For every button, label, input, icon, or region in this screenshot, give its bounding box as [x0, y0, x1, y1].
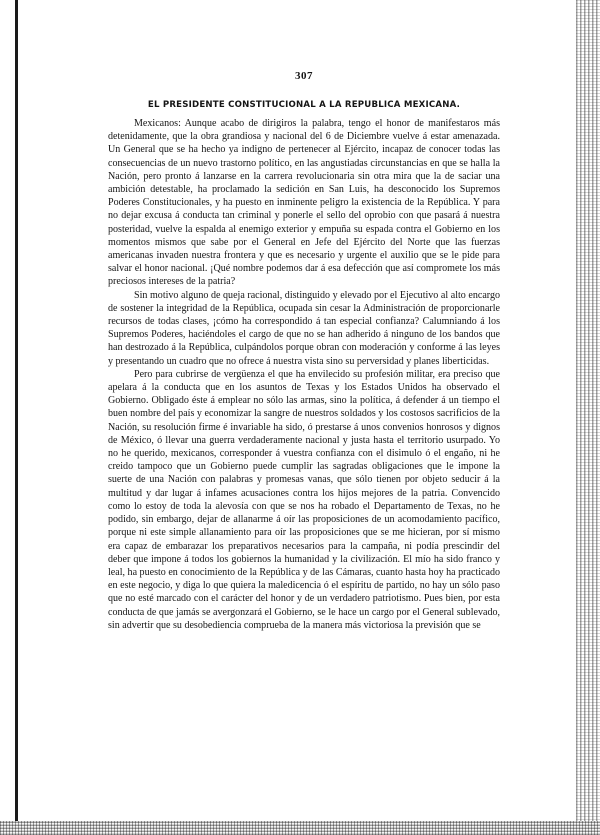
document-page [108, 70, 500, 632]
paragraph-2: Sin motivo alguno de queja racional, distinguido y elevado por el Ejecutivo al alto encargo de sostener la integridad de la República, ocupada sin cesar la Administración de proporcionarle recursos de todas clases, ¡cómo ha correspondido á tan especial confianza? Calumniando á los Supremos Poderes, haciéndoles el cargo de que no se han adherido á ninguno de los bandos que han destrozado á la República, culpándolos porque obran con moderación y conforme á las leyes y presentando un cuadro que no ofrece á nuestra vista sino su perversidad y planes liberticidas. [108, 289, 500, 367]
scan-edge-right [576, 0, 600, 835]
scan-border-left [0, 0, 18, 835]
scan-edge-bottom [0, 821, 600, 835]
page-number: 307 [295, 70, 313, 82]
document-heading: EL PRESIDENTE CONSTITUCIONAL A LA REPUBLICA MEXICANA. [147, 100, 461, 110]
paragraph-1: Mexicanos: Aunque acabo de dirigiros la palabra, tengo el honor de manifestaros más detenidamente, que la obra grandiosa y nacional del 6 de Diciembre vuelve á estar amenazada. Un General que se ha hecho ya indigno de pertenecer al Ejército, incapaz de conocer todas las consecuencias de un nuevo trastorno político, en las angustiadas circunstancias en que se halla la Nación, pero pronto á lanzarse en la carrera revolucionaria sin otra mira que la de saciar una ambición detestable, ha proclamado la sedición en San Luis, ha desconocido los Supremos Poderes Constitucionales, y ha puesto en inminente peligro la existencia de la República. Y para no dejar excusa á conducta tan criminal y ponerle el sello del oprobio con que pasará á nuestra posteridad, vuelve la espalda al enemigo exterior y empuña su espada contra el Gobierno en los momentos mismos que sabe por el General en Jefe del Ejército del Norte que las fuerzas americanas invaden nuestra frontera y que es necesario y urgente el auxilio que se le pide para salvar el honor nacional. ¡Qué nombre podemos dar á esa defección que así compromete los más preciosos intereses de la patria? [108, 118, 500, 288]
paragraph-3: Pero para cubrirse de vergüenza el que ha envilecido su profesión militar, era preciso que apelara á la conducta que en los asuntos de Texas y los Estados Unidos ha observado el Gobierno. Obligado éste á emplear no sólo las armas, sino la política, á defender á un tiempo el buen nombre del país y economizar la sangre de nuestros soldados y los costosos sacrificios de la Nación, su resolución firme é invariable ha sido, ó prestarse á unos convenios honrosos y dignos de México, ó llevar una guerra verdaderamente nacional y justa hasta el territorio usurpado. Yo no he querido, mexicanos, corresponder á vuestra confianza con el disimulo ó el engaño, ni he creido tampoco que un Gobierno puede cumplir las sagradas obligaciones que le impone la suerte de una Nación con palabras y promesas vanas, que sólo tienen por objeto seducir á la multitud y dar lugar á infames acusaciones contra los hijos mejores de la patria. Convencido como lo estoy de toda la alevosía con que se nos ha robado el Departamento de Texas, no he podido, sin embargo, dejar de allanarme á oír las proposiciones de un acomodamiento pacífico, porque ni este simple allanamiento para oír las proposiciones que se me hicieran, por sí mismo era capaz de embarazar los preparativos necesarios para la campaña, ni podía prescindir del deber que impone á todos los gobiernos la humanidad y la civilización. El mío ha sido franco y leal, ha puesto en conocimiento de la República y de las Cámaras, cuanto hasta hoy ha practicado en este negocio, y diga lo que quiera la maledicencia ó el espíritu de partido, no hay un sólo paso que no esté marcado con el carácter del honor y de un verdadero patriotismo. Pues bien, por esta conducta de que jamás se avergonzará el Gobierno, se le hace un cargo por el General sublevado, sin advertir que su desobediencia comprueba de la manera más victoriosa la previsión que se [108, 368, 500, 631]
document-body [108, 117, 500, 632]
